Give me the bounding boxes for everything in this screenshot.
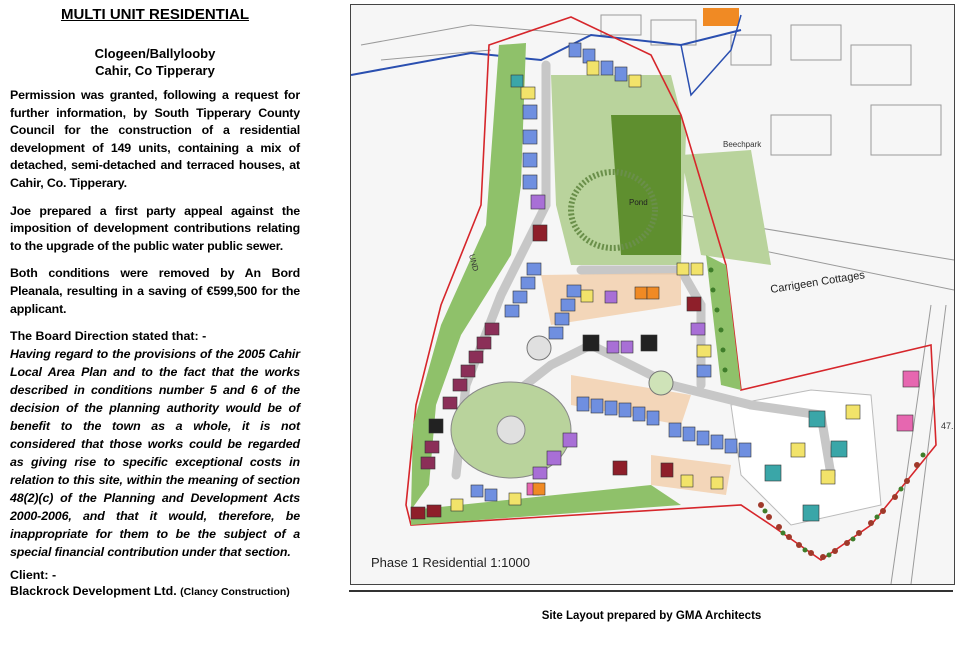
page-title: MULTI UNIT RESIDENTIAL [60, 6, 250, 23]
road-label: UND [467, 253, 481, 273]
client-name: Blackrock Development Ltd. [10, 584, 177, 599]
client-line [10, 583, 300, 600]
beechpark-label: Beechpark [723, 140, 762, 149]
map-divider [349, 590, 953, 592]
location-line-1: Clogeen/Ballylooby [94, 46, 216, 61]
board-direction-text: Having regard to the provisions of the 2005 Cahir Local Area Plan and to the fact that the works described in conditions number 5 and 6 of the decision of the planning authority would be of benefit to the town as a whole, it is not considered that those works could be regarded as giving rise to specific exceptional costs in relation to this site, within the meaning of section 48(2)(c) of the Planning and Development Acts 2000-2006, and that it would, therefore, be inappropriate for them to be the subject of a special financial contribution under that section. [10, 347, 300, 560]
paragraph-permission: Permission was granted, following a request for further information, by South Tipperary County Council for the construction of a residential development of 149 units, containing a mix of detached, semi-detached and terraced houses, at Cahir, Co. Tipperary. [10, 88, 300, 190]
description-panel [10, 6, 300, 600]
paragraph-result: Both conditions were removed by An Bord Pleanala, resulting in a saving of €599,500 for the applicant. [10, 266, 300, 316]
client-note: (Clancy Construction) [180, 586, 290, 599]
board-heading: The Board Direction stated that: - [10, 329, 207, 344]
orange-building [703, 8, 739, 26]
client-heading: Client: - [10, 568, 57, 583]
carrigeen-cottages-label: Carrigeen Cottages [769, 269, 866, 296]
site-layout-map [350, 4, 955, 585]
pond-label: Pond [629, 198, 648, 207]
site-plan-drawing [351, 5, 954, 584]
edge-number-label: 47. [941, 421, 954, 431]
phase-label: Phase 1 Residential 1:1000 [371, 555, 531, 570]
map-caption: Site Layout prepared by GMA Architects [541, 610, 762, 622]
location-line-2: Cahir, Co Tipperary [95, 63, 215, 78]
paragraph-appeal: Joe prepared a first party appeal against the imposition of development contributions relating to the upgrade of the public water public sewer. [10, 203, 300, 253]
